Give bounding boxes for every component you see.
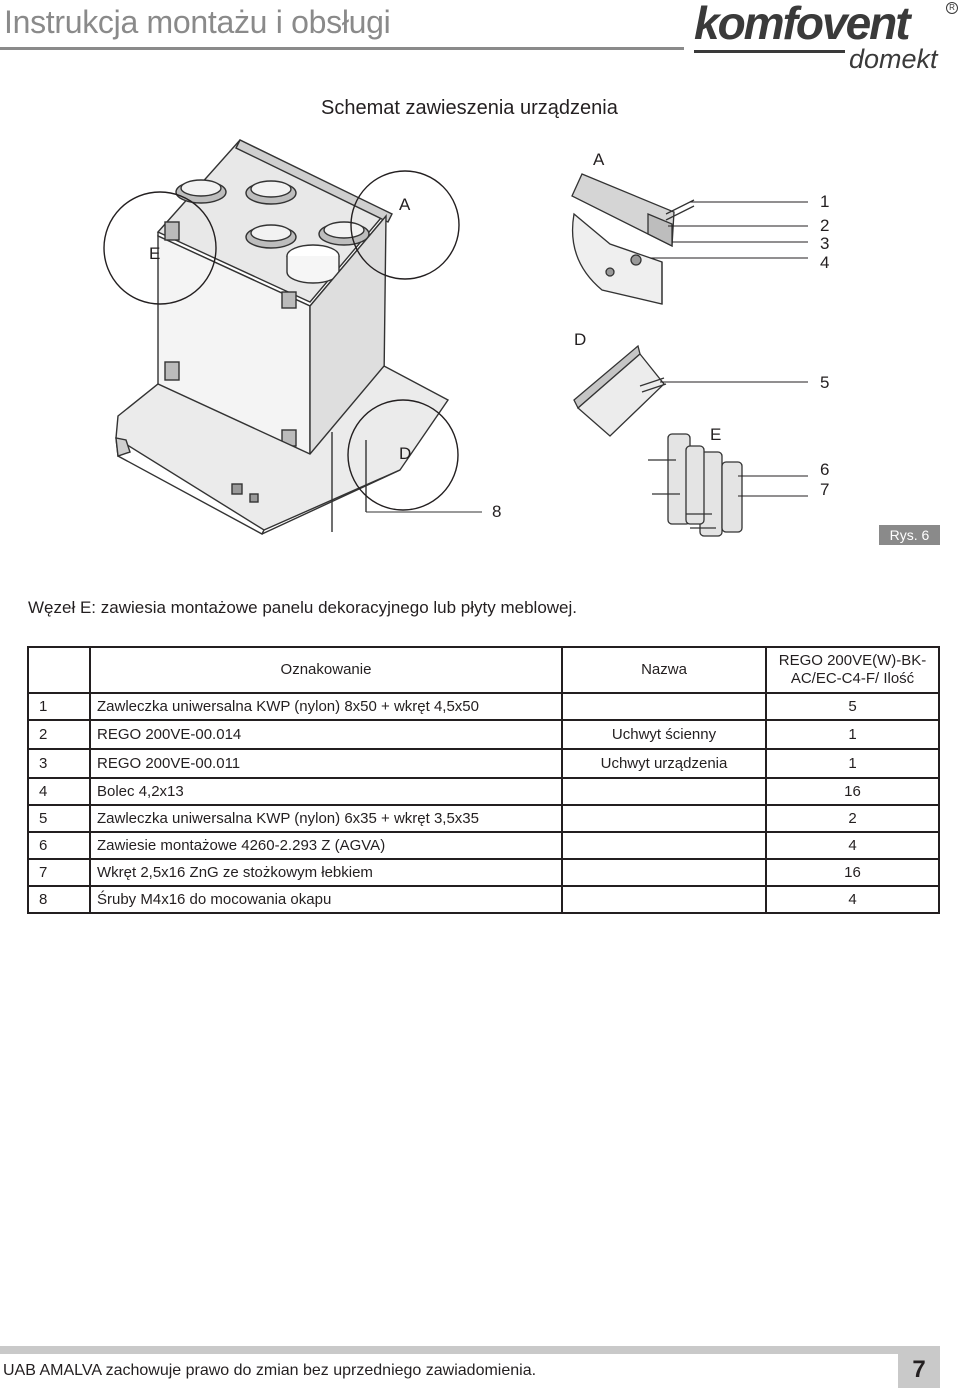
row-marking: Zawleczka uniwersalna KWP (nylon) 6x35 + wkręt 3,5x35 [90,805,562,832]
detail-a-drawing [572,174,694,304]
header-marking: Oznakowanie [90,647,562,693]
page-number: 7 [898,1346,940,1388]
row-no: 2 [28,720,90,749]
row-name [562,886,766,913]
node-e-note: Węzeł E: zawiesia montażowe panelu dekoracyjnego lub płyty meblowej. [28,598,578,617]
logo-underline [694,50,845,53]
row-marking: Wkręt 2,5x16 ZnG ze stożkowym łebkiem [90,859,562,886]
callout-a-label: A [399,195,411,214]
brand-logo: komfovent [694,0,909,49]
row-no: 1 [28,693,90,720]
detail-a-item-3: 3 [820,234,830,253]
row-name: Uchwyt ścienny [562,720,766,749]
detail-a-title: A [593,150,605,169]
table-row [28,832,939,859]
row-qty: 1 [766,720,939,749]
header-no [28,647,90,693]
item-8-label: 8 [492,502,502,521]
footer-divider [0,1346,940,1354]
row-no: 3 [28,749,90,778]
row-no: 5 [28,805,90,832]
table-row [28,749,939,778]
detail-a-item-1: 1 [820,192,830,211]
row-no: 4 [28,778,90,805]
callout-d-label: D [399,444,412,463]
schema-title: Schemat zawieszenia urządzenia [321,97,618,119]
row-name [562,778,766,805]
row-no: 7 [28,859,90,886]
brand-logo-subtitle: domekt [849,44,938,74]
detail-e-item-6: 6 [820,460,830,479]
detail-d-title: D [574,330,587,349]
row-marking: Bolec 4,2x13 [90,778,562,805]
footer-disclaimer: UAB AMALVA zachowuje prawo do zmian bez uprzedniego zawiadomienia. [3,1362,537,1379]
header-divider [0,47,684,50]
row-qty: 4 [766,886,939,913]
row-marking: Zawleczka uniwersalna KWP (nylon) 8x50 + wkręt 4,5x50 [90,693,562,720]
registered-mark-icon: R [946,2,958,14]
detail-d-drawing [574,346,666,436]
unit-drawing [116,140,482,534]
row-qty: 5 [766,693,939,720]
table-header-row [28,647,939,693]
row-qty: 4 [766,832,939,859]
header-name: Nazwa [562,647,766,693]
detail-e-drawing [648,434,742,536]
table-row [28,886,939,913]
table-row [28,859,939,886]
row-qty: 1 [766,749,939,778]
detail-e-title: E [710,425,722,444]
row-marking: REGO 200VE-00.014 [90,720,562,749]
table-row [28,805,939,832]
detail-a-item-4: 4 [820,253,830,272]
row-name [562,832,766,859]
row-no: 6 [28,832,90,859]
page-header-title: Instrukcja montażu i obsługi [4,4,391,40]
row-marking: REGO 200VE-00.011 [90,749,562,778]
header-qty: REGO 200VE(W)-BK-AC/EC-C4-F/ Ilość [766,647,939,693]
detail-e-item-7: 7 [820,480,830,499]
row-qty: 16 [766,778,939,805]
row-name [562,859,766,886]
row-name: Uchwyt urządzenia [562,749,766,778]
parts-table [27,646,940,914]
row-qty: 16 [766,859,939,886]
callout-e-label: E [149,244,161,263]
detail-e-leaders [738,476,808,496]
row-qty: 2 [766,805,939,832]
detail-a-item-2: 2 [820,216,830,235]
row-no: 8 [28,886,90,913]
row-marking: Śruby M4x16 do mocowania okapu [90,886,562,913]
row-name [562,805,766,832]
table-row [28,778,939,805]
mounting-diagram [0,130,960,560]
row-marking: Zawiesie montażowe 4260-2.293 Z (AGVA) [90,832,562,859]
table-row [28,720,939,749]
detail-d-item-5: 5 [820,373,830,392]
row-name [562,693,766,720]
figure-caption: Rys. 6 [879,525,940,545]
table-row [28,693,939,720]
